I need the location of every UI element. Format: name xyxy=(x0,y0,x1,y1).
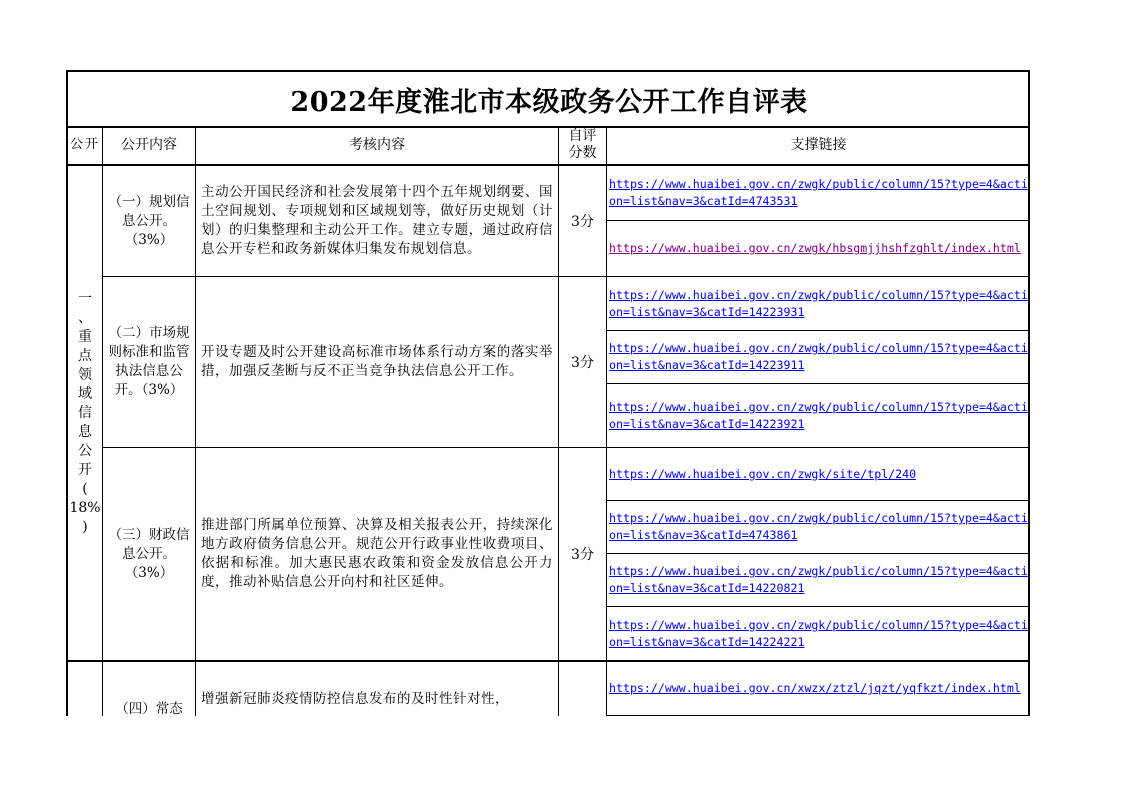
row1-item: （一）规划信息公开。（3%） xyxy=(103,166,196,277)
row4-item-text: （四）常态 xyxy=(115,701,183,716)
row1-score: 3分 xyxy=(559,166,607,277)
row2-link-2[interactable]: https://www.huaibei.gov.cn/zwgk/public/column/15?type=4&action=list&nav=3&catId=14223911 xyxy=(607,331,1030,384)
row4-score xyxy=(559,662,607,716)
header-score-line1: 自评 xyxy=(568,128,597,144)
row4-item xyxy=(103,662,196,716)
category-char: 领 xyxy=(78,366,92,383)
header-content: 考核内容 xyxy=(196,126,559,166)
row4-content-text: 增强新冠肺炎疫情防控信息发布的及时性针对性， xyxy=(201,691,509,707)
row3-score: 3分 xyxy=(559,448,607,662)
category-char: 点 xyxy=(78,347,92,364)
header-item: 公开内容 xyxy=(103,126,196,166)
header-score-line2: 分数 xyxy=(568,145,597,161)
row2-score: 3分 xyxy=(559,277,607,448)
row2-link-3[interactable]: https://www.huaibei.gov.cn/zwgk/public/column/15?type=4&action=list&nav=3&catId=14223921 xyxy=(607,384,1030,448)
header-score xyxy=(559,126,607,166)
category-char: 、 xyxy=(78,309,92,326)
row3-link-3[interactable]: https://www.huaibei.gov.cn/zwgk/public/column/15?type=4&action=list&nav=3&catId=14220821 xyxy=(607,554,1030,607)
category-char: 18% xyxy=(69,499,101,516)
category-char: 信 xyxy=(78,404,92,421)
row2-link-1[interactable]: https://www.huaibei.gov.cn/zwgk/public/column/15?type=4&action=list&nav=3&catId=14223931 xyxy=(607,277,1030,331)
row1-link-2[interactable]: https://www.huaibei.gov.cn/zwgk/hbsgmjjhshfzghlt/index.html xyxy=(607,221,1030,277)
category-char: 一 xyxy=(78,290,92,307)
evaluation-table xyxy=(66,70,1030,716)
category-char: 公 xyxy=(78,442,92,459)
row1-link-1[interactable]: https://www.huaibei.gov.cn/zwgk/public/column/15?type=4&action=list&nav=3&catId=4743531 xyxy=(607,166,1030,221)
category-char: ( xyxy=(82,480,88,497)
category-cell-2 xyxy=(68,662,103,716)
row4-content xyxy=(196,662,559,716)
header-category-line1: 公开 xyxy=(69,137,100,152)
category-char: 重 xyxy=(78,328,92,345)
category-char: 息 xyxy=(78,423,92,440)
row3-link-4[interactable]: https://www.huaibei.gov.cn/zwgk/public/column/15?type=4&action=list&nav=3&catId=14224221 xyxy=(607,607,1030,662)
header-links: 支撑链接 xyxy=(607,126,1030,166)
row1-content: 主动公开国民经济和社会发展第十四个五年规划纲要、国土空间规划、专项规划和区域规划等，做好历史规划（计划）的归集整理和主动公开工作。建立专题，通过政府信息公开专栏和政务新媒体归集发布规划信息。 xyxy=(196,166,559,277)
category-char: 开 xyxy=(78,461,92,478)
row3-content: 推进部门所属单位预算、决算及相关报表公开，持续深化地方政府债务信息公开。规范公开行政事业性收费项目、依据和标准。加大惠民惠农政策和资金发放信息公开力度，推动补贴信息公开向村和社区延伸。 xyxy=(196,448,559,662)
category-char: ) xyxy=(82,518,88,535)
row3-item: （三）财政信息公开。（3%） xyxy=(103,448,196,662)
category-char: 域 xyxy=(78,385,92,402)
row2-item: （二）市场规则标准和监管执法信息公开。（3%） xyxy=(103,277,196,448)
row2-content: 开设专题及时公开建设高标准市场体系行动方案的落实举措，加强反垄断与反不正当竞争执法信息公开工作。 xyxy=(196,277,559,448)
header-category xyxy=(68,126,103,166)
row3-link-1[interactable]: https://www.huaibei.gov.cn/zwgk/site/tpl/240 xyxy=(607,448,1030,501)
category-cell-1 xyxy=(68,166,103,662)
row4-link-1[interactable]: https://www.huaibei.gov.cn/xwzx/ztzl/jqzt/yqfkzt/index.html xyxy=(607,662,1030,716)
row3-link-2[interactable]: https://www.huaibei.gov.cn/zwgk/public/column/15?type=4&action=list&nav=3&catId=4743861 xyxy=(607,501,1030,554)
page-title: 2022年度淮北市本级政务公开工作自评表 xyxy=(68,72,1030,128)
